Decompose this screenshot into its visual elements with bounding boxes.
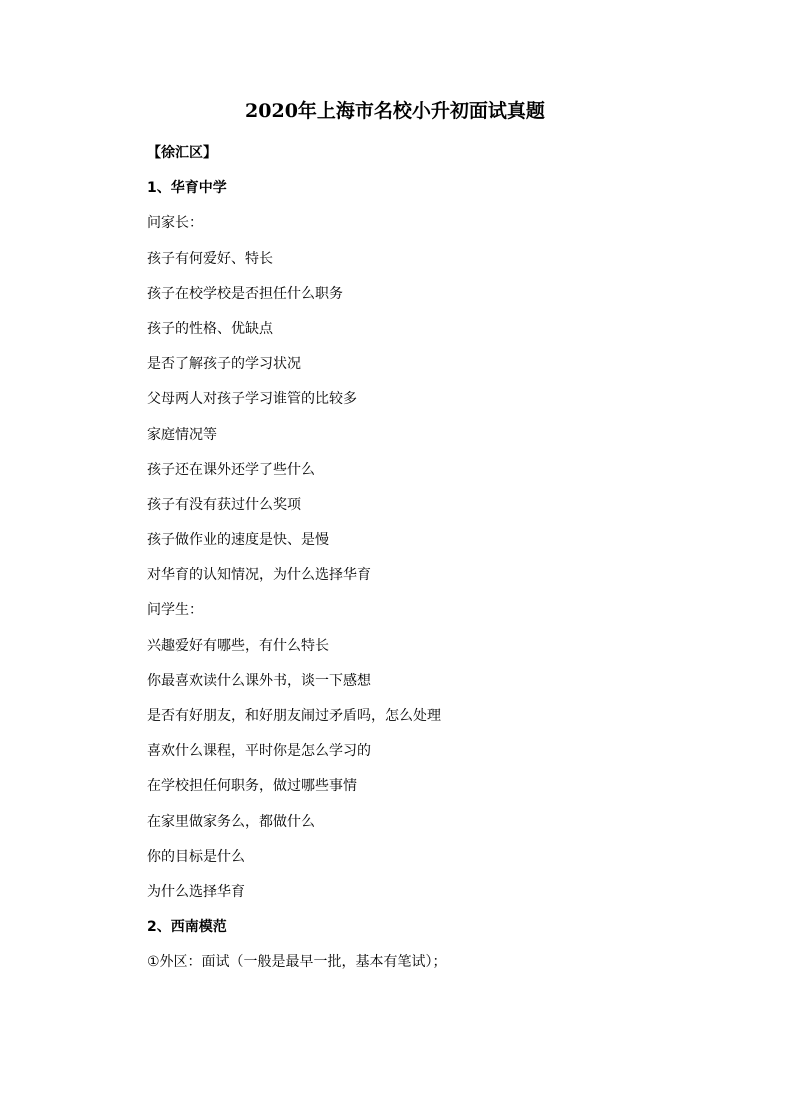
text-line: 问家长： (147, 215, 203, 232)
text-line: 为什么选择华育 (147, 883, 245, 900)
text-line: 喜欢什么课程，平时你是怎么学习的 (147, 743, 371, 760)
text-line: 在家里做家务么，都做什么 (147, 813, 315, 830)
text-line: 问学生： (147, 602, 203, 619)
text-line: 在学校担任何职务，做过哪些事情 (147, 778, 357, 795)
text-line: 孩子有没有获过什么奖项 (147, 496, 301, 513)
text-line: 孩子在校学校是否担任什么职务 (147, 285, 343, 302)
text-line: 父母两人对孩子学习谁管的比较多 (147, 391, 357, 408)
section-heading: 1、华育中学 (147, 180, 227, 197)
text-line: 是否有好朋友，和好朋友闹过矛盾吗，怎么处理 (147, 708, 441, 724)
text-line: 兴趣爱好有哪些，有什么特长 (147, 637, 329, 654)
section-heading: 【徐汇区】 (147, 145, 217, 161)
text-line: 家庭情况等 (147, 426, 217, 443)
text-line: 是否了解孩子的学习状况 (147, 356, 301, 373)
text-line: 你的目标是什么 (147, 848, 245, 865)
section-heading: 2、西南模范 (147, 919, 227, 936)
text-line: ①外区：面试（一般是最早一批，基本有笔试）； (147, 954, 447, 971)
document-title: 2020年上海市名校小升初面试真题 (245, 100, 545, 122)
text-line: 孩子有何爱好、特长 (147, 250, 273, 267)
text-line: 对华育的认知情况，为什么选择华育 (147, 567, 371, 584)
text-line: 孩子做作业的速度是快、是慢 (147, 532, 329, 549)
document-body (147, 139, 447, 984)
text-line: 你最喜欢读什么课外书，谈一下感想 (147, 672, 371, 689)
text-line: 孩子还在课外还学了些什么 (147, 461, 315, 478)
text-line: 孩子的性格、优缺点 (147, 320, 273, 337)
